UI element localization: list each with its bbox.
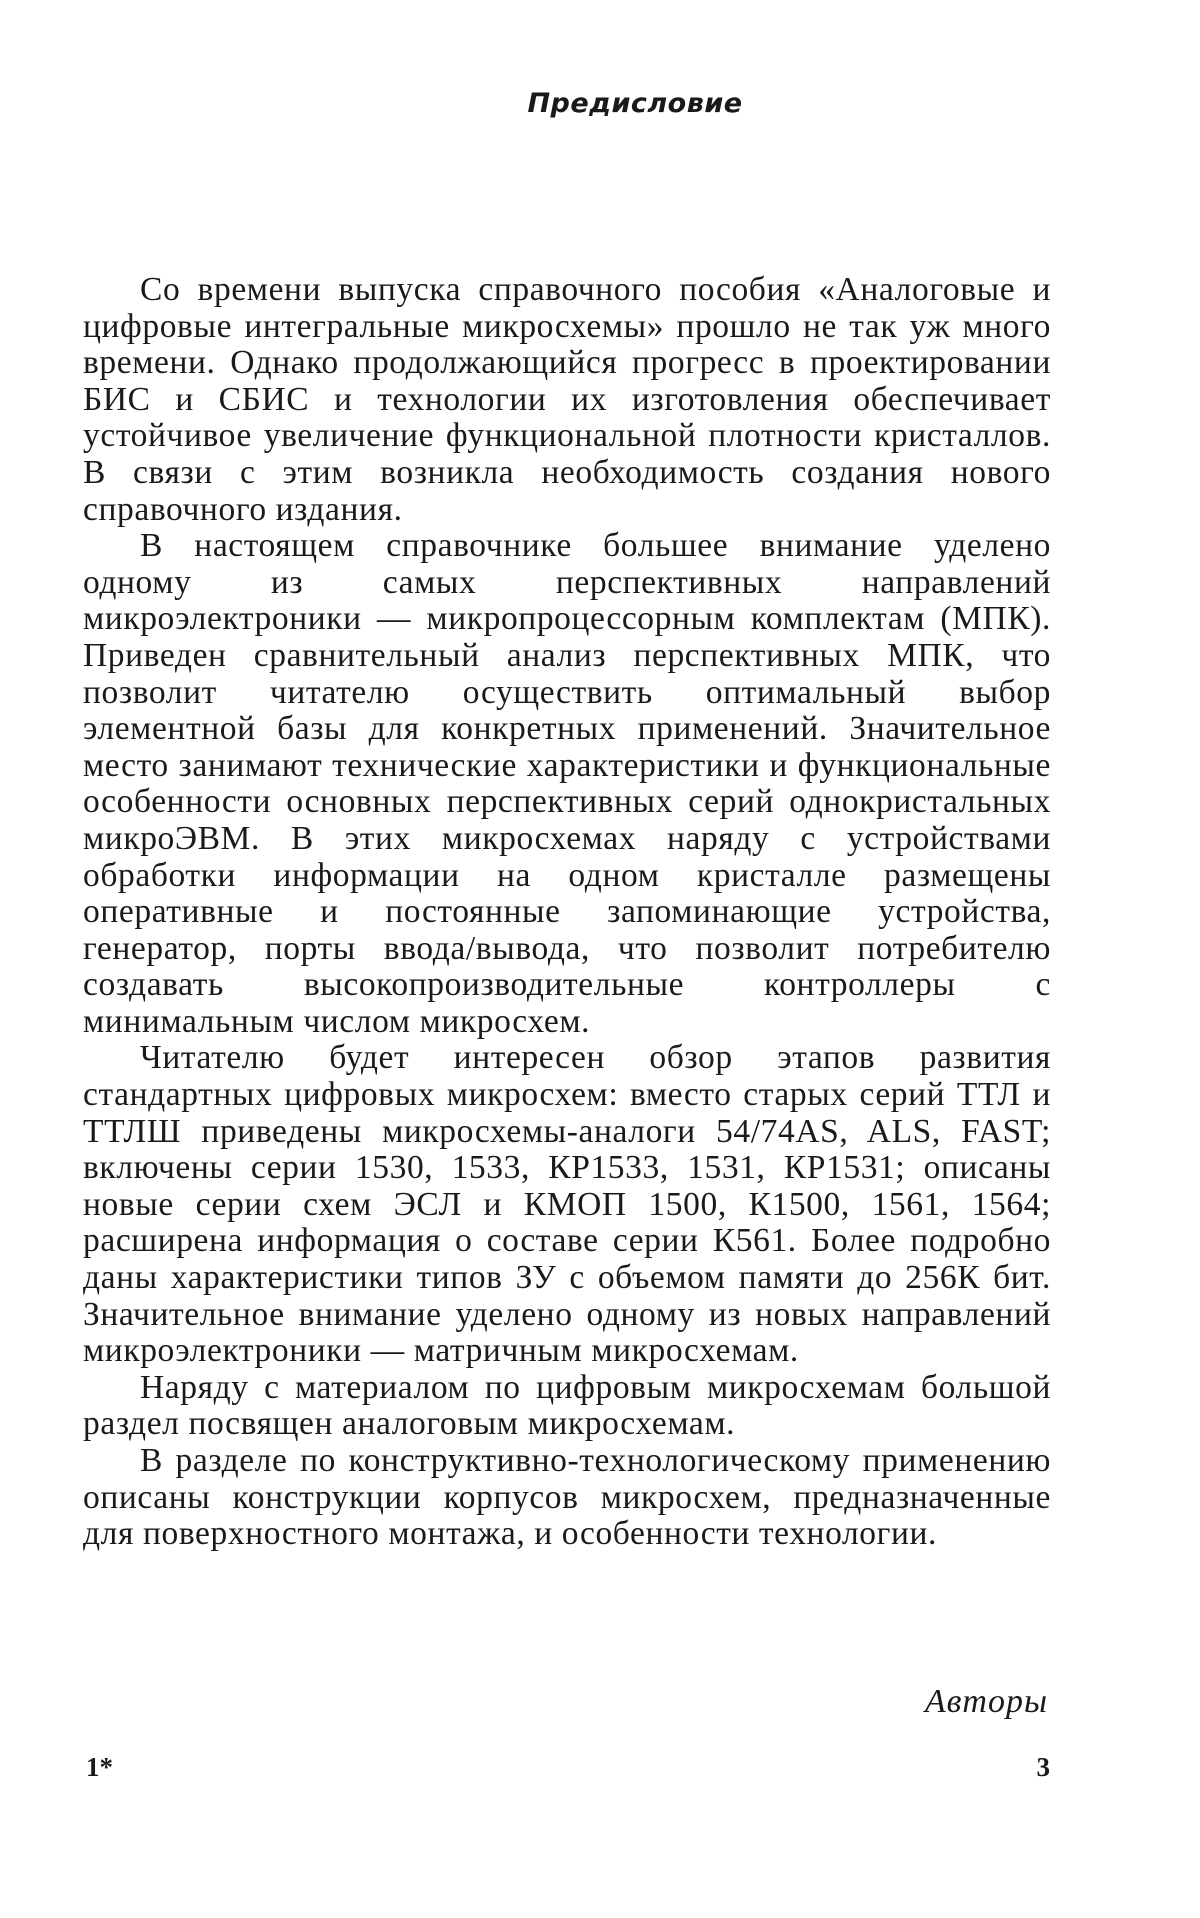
paragraph-1: Со времени выпуска справочного пособия «Аналоговые и цифровые интегральные микросхемы» прошло не так уж много времени. Однако продолжающийся прогресс в проектировании БИС и СБИС и технологии их изготовления обеспечивает устойчивое увеличение функциональной плотности кристаллов. В связи с этим возникла необходимость создания нового справочного издания.	[83, 271, 1051, 528]
authors-signature: Авторы	[924, 1683, 1048, 1720]
page-title: Предисловие	[527, 88, 743, 119]
preface-body	[83, 272, 1051, 1553]
paragraph-2: В настоящем справочнике большее внимание уделено одному из самых перспективных направлений микроэлектроники — микропроцессорным комплектам (МПК). Приведен сравнительный анализ перспективных МПК, что позволит читателю осуществить оптимальный выбор элементной базы для конкретных применений. Значительное место занимают технические характеристики и функциональные особенности основных перспективных серий однокристальных микроЭВМ. В этих микросхемах наряду с устройствами обработки информации на одном кристалле размещены оперативные и постоянные запоминающие устройства, генератор, порты ввода/вывода, что позволит потребителю создавать высокопроизводительные контроллеры с минимальным числом микросхем.	[83, 527, 1051, 1040]
paragraph-5: В разделе по конструктивно-технологическому применению описаны конструкции корпусов микросхем, предназначенные для поверхностного монтажа, и особенности технологии.	[83, 1442, 1051, 1553]
paragraph-3: Читателю будет интересен обзор этапов развития стандартных цифровых микросхем: вместо старых серий ТТЛ и ТТЛШ приведены микросхемы-аналоги 54/74AS, ALS, FAST; включены серии 1530, 1533, КР1533, 1531, КР1531; описаны новые серии схем ЭСЛ и КМОП 1500, К1500, 1561, 1564; расширена информация о составе серии К561. Более подробно даны характеристики типов ЗУ с объемом памяти до 256К бит. Значительное внимание уделено одному из новых направлений микроэлектроники — матричным микросхемам.	[83, 1039, 1051, 1370]
paragraph-4: Наряду с материалом по цифровым микросхемам большой раздел посвящен аналоговым микросхемам.	[83, 1368, 1051, 1443]
sheet-signature-mark: 1*	[86, 1752, 113, 1782]
page-number: 3	[1036, 1752, 1050, 1782]
